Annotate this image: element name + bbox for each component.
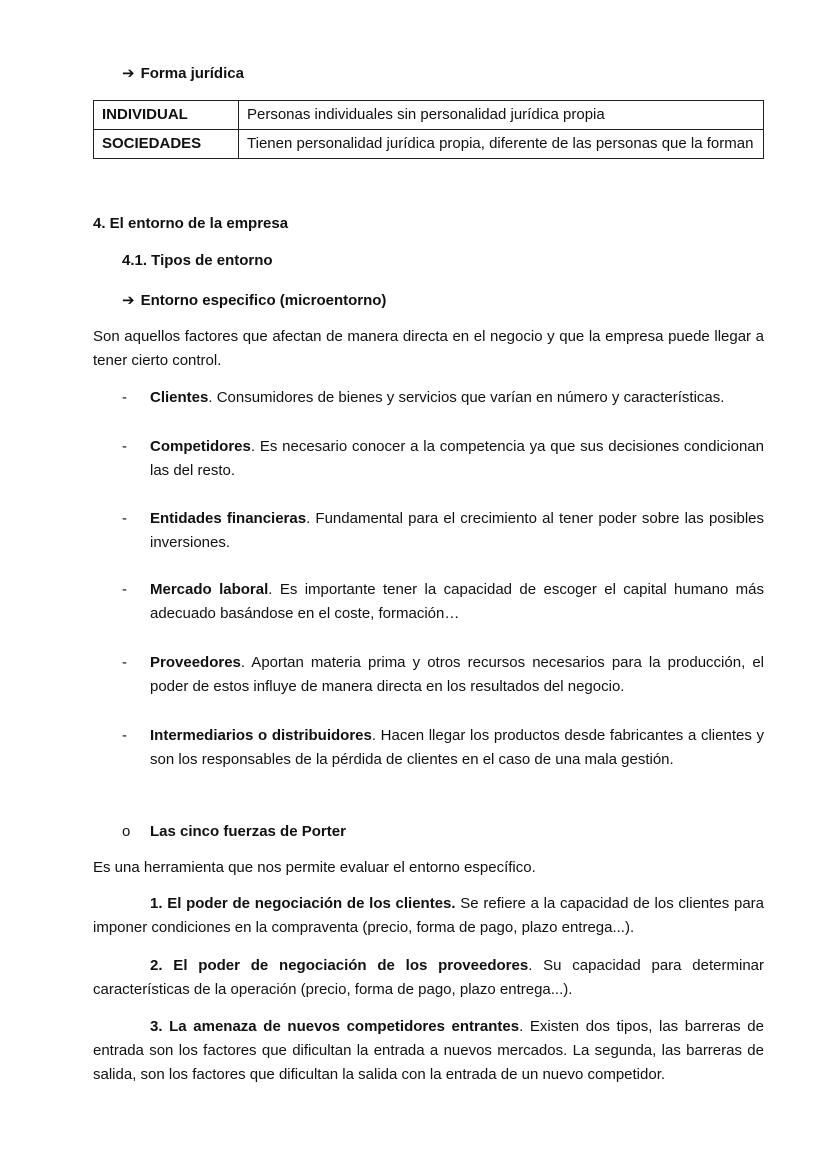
table-cell-key: INDIVIDUAL bbox=[94, 101, 239, 130]
arrow-right-icon: ➔ bbox=[122, 65, 135, 82]
porter-heading bbox=[122, 820, 346, 844]
list-item-text bbox=[150, 435, 764, 483]
circle-bullet-icon: o bbox=[122, 823, 131, 840]
section-title: 4. El entorno de la empresa bbox=[93, 215, 289, 232]
list-item-term: Competidores bbox=[150, 438, 251, 455]
dash-bullet: - bbox=[122, 581, 127, 598]
list-item-text bbox=[150, 724, 764, 772]
list-item-text bbox=[150, 651, 764, 699]
porter-heading-text: Las cinco fuerzas de Porter bbox=[150, 823, 346, 840]
table-cell-key: SOCIEDADES bbox=[94, 130, 239, 159]
porter-item-description: Se refiere a la capacidad de los clientes para imponer condiciones en la compraventa (precio, forma de pago, plazo entrega...). bbox=[93, 895, 764, 936]
dash-bullet: - bbox=[122, 727, 127, 744]
list-item-description: . Hacen llegar los productos desde fabricantes a clientes y son los responsables de la pérdida de clientes en el caso de una mala gestión. bbox=[150, 727, 764, 768]
forma-juridica-heading-text: Forma jurídica bbox=[140, 65, 244, 82]
intro-paragraph: Son aquellos factores que afectan de manera directa en el negocio y que la empresa puede llegar a tener cierto control. bbox=[93, 328, 764, 369]
forma-juridica-table bbox=[93, 100, 764, 159]
dash-bullet: - bbox=[122, 389, 127, 406]
forma-juridica-heading bbox=[122, 64, 244, 82]
porter-item-description: . Su capacidad para determinar características de la operación (precio, forma de pago, plazo entrega...). bbox=[93, 957, 764, 998]
list-item-term: Mercado laboral bbox=[150, 581, 269, 598]
specific-environment-heading-text: Entorno especifico (microentorno) bbox=[140, 292, 387, 309]
porter-item bbox=[93, 954, 764, 1002]
porter-item-term: 2. El poder de negociación de los proveedores bbox=[150, 957, 529, 974]
list-item-description: . Fundamental para el crecimiento al tener poder sobre las posibles inversiones. bbox=[150, 510, 764, 551]
list-item-description: . Aportan materia prima y otros recursos necesarios para la producción, el poder de estos influye de manera directa en los resultados del negocio. bbox=[150, 654, 764, 695]
list-item-text bbox=[150, 507, 764, 555]
list-item-text bbox=[150, 578, 764, 626]
table-cell-value: Tienen personalidad jurídica propia, diferente de las personas que la forman bbox=[239, 130, 764, 159]
porter-item bbox=[93, 892, 764, 940]
porter-intro: Es una herramienta que nos permite evaluar el entorno específico. bbox=[93, 859, 536, 876]
specific-environment-heading bbox=[122, 289, 386, 313]
list-item-term: Intermediarios o distribuidores bbox=[150, 727, 372, 744]
dash-bullet: - bbox=[122, 654, 127, 671]
table-cell-value: Personas individuales sin personalidad jurídica propia bbox=[239, 101, 764, 130]
dash-bullet: - bbox=[122, 438, 127, 455]
list-item-term: Entidades financieras bbox=[150, 510, 307, 527]
porter-item bbox=[93, 1015, 764, 1087]
arrow-right-icon: ➔ bbox=[122, 292, 135, 309]
table-row bbox=[94, 130, 764, 159]
porter-item-term: 3. La amenaza de nuevos competidores entrantes bbox=[150, 1018, 520, 1035]
list-item-term: Clientes bbox=[150, 389, 209, 406]
porter-item-term: 1. El poder de negociación de los clientes. bbox=[150, 895, 456, 912]
porter-item-description: . Existen dos tipos, las barreras de entrada son los factores que dificultan la entrada a nuevos mercados. La segunda, las barreras de salida, son los factores que dificultan la salida con la entrada de un nuevo competidor. bbox=[93, 1018, 764, 1083]
list-item-term: Proveedores bbox=[150, 654, 241, 671]
list-item-description: . Es importante tener la capacidad de escoger el capital humano más adecuado basándose en el coste, formación… bbox=[150, 581, 764, 622]
dash-bullet: - bbox=[122, 510, 127, 527]
list-item-text bbox=[150, 386, 764, 410]
table-row bbox=[94, 101, 764, 130]
section-subtitle: 4.1. Tipos de entorno bbox=[122, 252, 273, 269]
list-item-description: . Consumidores de bienes y servicios que varían en número y características. bbox=[208, 389, 725, 406]
list-item-description: . Es necesario conocer a la competencia ya que sus decisiones condicionan las del resto. bbox=[150, 438, 764, 479]
